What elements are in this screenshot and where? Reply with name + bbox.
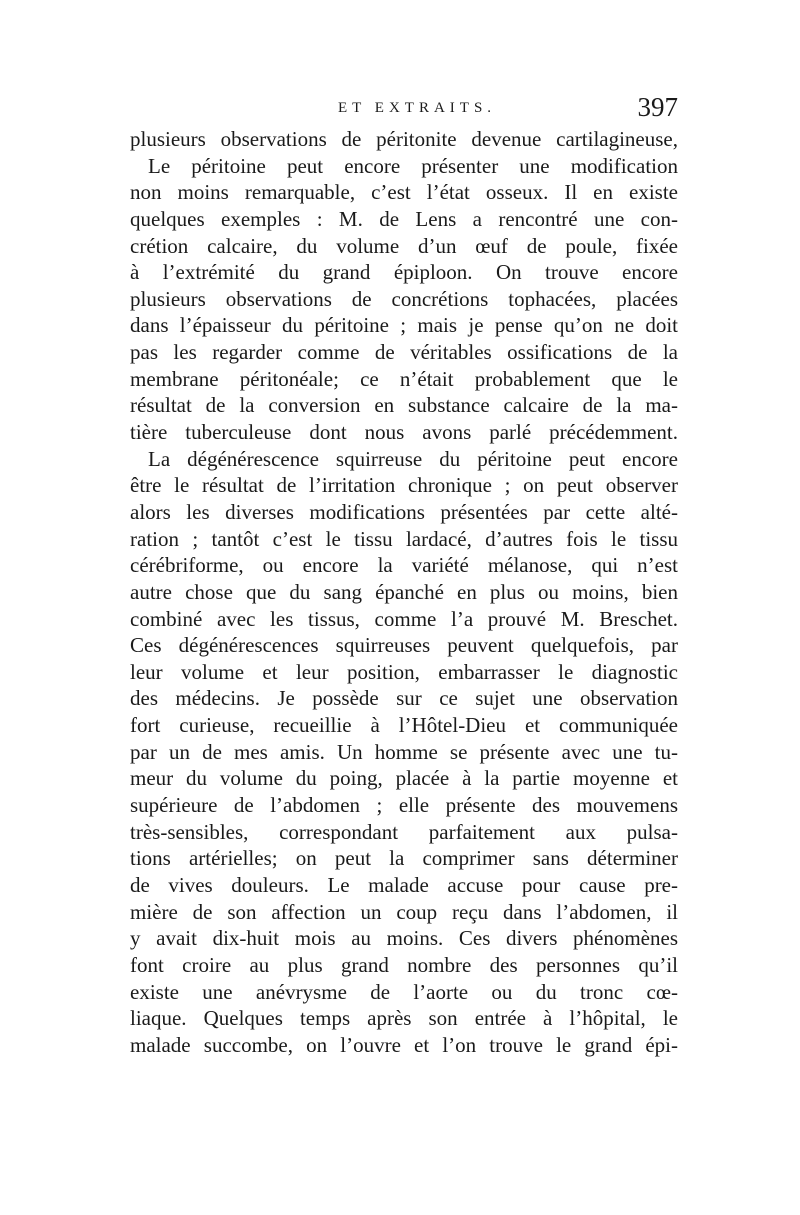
text-line: plusieurs observations de concrétions tophacées, placées: [130, 286, 678, 311]
text-line: membrane péritonéale; ce n’était probablement que le: [130, 366, 678, 391]
text-line: fort curieuse, recueillie à l’Hôtel-Dieu et communiquée: [130, 713, 678, 738]
text-line: existe une anévrysme de l’aorte ou du tronc cœ-: [130, 979, 678, 1004]
text-line: très-sensibles, correspondant parfaitement aux pulsa-: [130, 819, 678, 844]
text-line: meur du volume du poing, placée à la partie moyenne et: [130, 766, 678, 791]
text-line: font croire au plus grand nombre des personnes qu’il: [130, 952, 678, 977]
running-head: [130, 92, 678, 126]
text-line: mière de son affection un coup reçu dans l’abdomen, il: [130, 899, 678, 924]
text-line: malade succombe, on l’ouvre et l’on trouve le grand épi-: [130, 1032, 678, 1057]
text-line: quelques exemples : M. de Lens a rencontré une con-: [130, 206, 678, 231]
text-line: liaque. Quelques temps après son entrée à l’hôpital, le: [130, 1006, 678, 1031]
text-line: dans l’épaisseur du péritoine ; mais je pense qu’on ne doit: [130, 313, 678, 338]
text-line: des médecins. Je possède sur ce sujet une observation: [130, 686, 678, 711]
text-line: être le résultat de l’irritation chronique ; on peut observer: [130, 473, 678, 498]
text-line: non moins remarquable, c’est l’état osseux. Il en existe: [130, 180, 678, 205]
text-line: par un de mes amis. Un homme se présente avec une tu-: [130, 739, 678, 764]
text-line: ration ; tantôt c’est le tissu lardacé, d’autres fois le tissu: [130, 526, 678, 551]
text-line: résultat de la conversion en substance calcaire de la ma-: [130, 393, 678, 418]
text-line: Le péritoine peut encore présenter une modification: [148, 153, 678, 178]
text-line: supérieure de l’abdomen ; elle présente des mouvemens: [130, 793, 678, 818]
text-line: de vives douleurs. Le malade accuse pour cause pre-: [130, 872, 678, 897]
page-number: 397: [637, 92, 678, 122]
text-line: alors les diverses modifications présentées par cette alté-: [130, 499, 678, 524]
text-line: tière tuberculeuse dont nous avons parlé précédemment.: [130, 420, 678, 445]
text-line: autre chose que du sang épanché en plus ou moins, bien: [130, 579, 678, 604]
text-line: cérébriforme, ou encore la variété mélanose, qui n’est: [130, 553, 678, 578]
text-line: y avait dix-huit mois au moins. Ces divers phénomènes: [130, 926, 678, 951]
text-line: pas les regarder comme de véritables ossifications de la: [130, 340, 678, 365]
text-line: plusieurs observations de péritonite devenue cartilagineuse,: [130, 127, 678, 151]
text-line: tions artérielles; on peut la comprimer sans déterminer: [130, 846, 678, 871]
running-title: ET EXTRAITS.: [338, 100, 497, 116]
text-line: à l’extrémité du grand épiploon. On trouve encore: [130, 260, 678, 285]
text-line: leur volume et leur position, embarrasser le diagnostic: [130, 659, 678, 684]
text-line: Ces dégénérescences squirreuses peuvent quelquefois, par: [130, 633, 678, 658]
body-text: [130, 126, 678, 1058]
text-line: combiné avec les tissus, comme l’a prouvé M. Breschet.: [130, 606, 678, 631]
text-line: crétion calcaire, du volume d’un œuf de poule, fixée: [130, 233, 678, 258]
text-line: La dégénérescence squirreuse du péritoine peut encore: [148, 446, 678, 471]
